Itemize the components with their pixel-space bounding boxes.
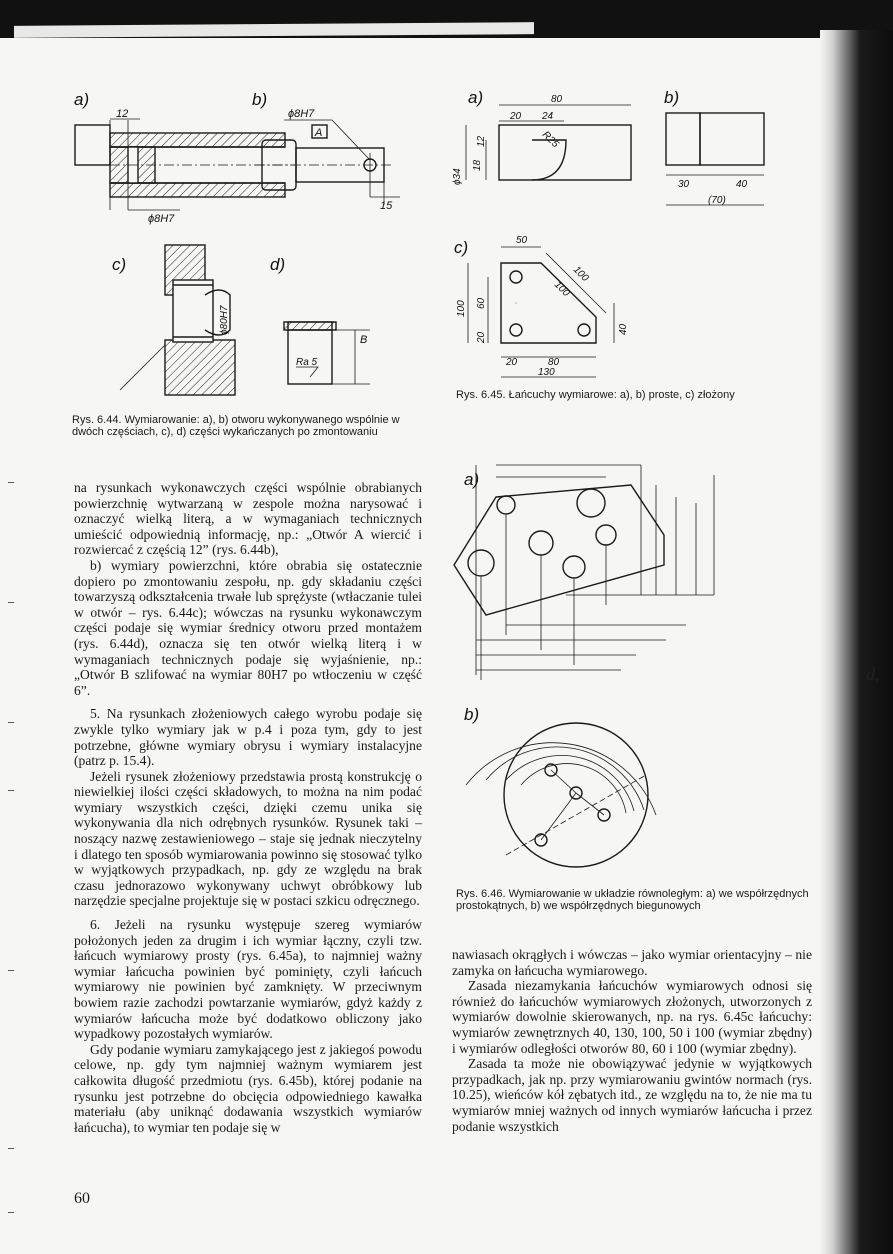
fig645-dim-70: (70) — [708, 195, 726, 206]
margin-mark — [8, 970, 14, 971]
right-par-1: nawiasach okrągłych i wówczas – jako wymiar orientacyjny – nie zamyka on łańcucha wymiarowego. — [452, 947, 812, 978]
fig645-dim-40: 40 — [736, 179, 748, 190]
fig645-dim-130: 130 — [538, 367, 555, 378]
right-column — [452, 947, 812, 1134]
fig646-label-b: b) — [464, 705, 480, 724]
fig645-dim-20: 20 — [510, 111, 522, 122]
fig644-dim-fit-b: ϕ8H7 — [288, 108, 315, 120]
right-par-2: Zasada niezamykania łańcuchów wymiarowych odnosi się również do łańcuchów wymiarowych złożonych, utworzonych z wymiarów dowolnie skierowanych, np. na rys. 6.45c łańcuchy: wymiarów zewnętrznych 40, 130, 100, 50 i 100 (wymiar zbędny) i wymiarów odległości otworów 80, 60 i 100 (wymiar zbędny). — [452, 978, 812, 1056]
fig645-label-a: a) — [468, 88, 484, 107]
fig645-dim-50: 50 — [516, 235, 528, 246]
margin-mark — [8, 722, 14, 723]
fig644-dim-12: 12 — [116, 108, 129, 120]
fig644-datum-a: A — [315, 127, 323, 139]
fig646-caption: Rys. 6.46. Wymiarowanie w układzie równoległym: a) we współrzędnych prostokątnych, b) we współrzędnych biegunowych — [456, 888, 809, 912]
fig645-label-b: b) — [664, 88, 680, 107]
fig645-dim-30: 30 — [678, 179, 690, 190]
fig644-dim-b: B — [360, 334, 368, 346]
adjacent-page-label: d, — [866, 664, 880, 684]
margin-mark — [8, 1212, 14, 1213]
fig645-dim-r25: R25 — [539, 129, 561, 151]
fig645-dim-18: 18 — [472, 159, 483, 171]
figure-6-45 — [446, 85, 781, 390]
left-par-5: 6. Jeżeli na rysunku występuje szereg wymiarów położonych jeden za drugim i ich wymiar łączny, czyli tzw. łańcuch wymiarowy prosty (rys. 6.45a), to najmniej ważny wymiar łańcucha powinien być pominięty, czyli łańcuch wymiarowy nie powinien być zamknięty. W przeciwnym bowiem razie zachodzi powtarzanie wymiarów, gdyż każdy z wymiarów łańcucha może być dodatkowo obliczony jako wypadkowy pozostałych wymiarów. — [74, 917, 422, 1042]
fig644-label-b: b) — [252, 90, 268, 109]
fig645-label-c: c) — [454, 238, 469, 257]
left-column — [74, 480, 422, 1135]
fig645-dim-40: 40 — [618, 323, 629, 335]
left-par-2: b) wymiary powierzchni, które obrabia się ostatecznie dopiero po zmontowaniu zespołu, np. gdy składaniu części towarzyszą odkształcenia trwałe lub sprężyste (wtłaczanie tulei w otwór – rys. 6.44c); wówczas na rysunku wykonawczym części podaje się wymiar średnicy otworu przed montażem (rys. 6.44d), oznacza się ten otwór wielką literą i w wymaganiach technicznych podaje się wyjaśnienie, np.: „Otwór B szlifować na wymiar 80H7 po wtłoczeniu w część 6”. — [74, 557, 422, 698]
left-par-6: Gdy podanie wymiaru zamykającego jest z jakiegoś powodu celowe, np. gdy tym najmniej ważnym wymiarem jest całkowita długość przedmiotu (rys. 6.45b), której podanie na rysunku jest potrzebne do obcięcia odpowiedniego kawałka materiału (aby uniknąć dodawania wszystkich wymiarów łańcucha), to wymiar ten podaje się w — [74, 1041, 422, 1135]
fig644-label-d: d) — [270, 255, 286, 274]
figure-6-44 — [70, 85, 450, 410]
fig645-dim-80-bottom: 80 — [548, 357, 560, 368]
margin-mark — [8, 1148, 14, 1149]
fig645-dim-12: 12 — [476, 135, 487, 147]
fig644-label-c: c) — [112, 255, 127, 274]
fig644-dim-fit-c: ϕ80H7 — [219, 305, 230, 335]
left-par-1: na rysunkach wykonawczych części wspólnie obrabianych powierzchnię wytwarzaną w zespole można narysować i oznaczyć wielką literą, a w wymaganiach technicznych umieścić odpowiednią informację, np.: „Otwór A wiercić i rozwiercać z częścią 12” (rys. 6.44b), — [74, 480, 422, 558]
fig644-dim-fit-a: ϕ8H7 — [148, 213, 175, 225]
right-par-3: Zasada ta może nie obowiązywać jedynie w wyjątkowych przypadkach, jak np. przy wymiarowaniu gwintów normach (rys. 10.25), wieńców kół zębatych itd., ze względu na to, że nie ma tu wymiarów mniej ważnych od innych wymiarów łańcucha i przez podanie wszystkich — [452, 1056, 812, 1134]
fig645-dim-60: 60 — [476, 297, 487, 309]
figure-6-46 — [446, 455, 826, 885]
fig645-dim-80: 80 — [551, 94, 563, 105]
fig645-dim-24: 24 — [542, 111, 554, 122]
fig645-dim-100-diag: 100 — [551, 279, 572, 299]
scan-right-edge-shadow — [820, 30, 893, 1254]
fig644-label-a: a) — [74, 90, 90, 109]
margin-mark — [8, 602, 14, 603]
fig645-caption: Rys. 6.45. Łańcuchy wymiarowe: a), b) proste, c) złożony — [456, 389, 735, 401]
left-par-4: Jeżeli rysunek złożeniowy przedstawia prostą konstrukcję o niewielkiej ilości części składowych, to można na nim podać wymiary wszystkich części, dzięki czemu unika się wykonywania dla nich odrębnych rysunków. Rysunek taki – noszący nazwę zestawieniowego – staje się jednak nieczytelny i dlatego ten sposób wymiarowania powinno się stosować tylko w wyjątkowych przypadkach, np. gdy ze względu na brak czasu jednorazowo wykonywany uchwyt obróbkowy lub narzędzie specjalne projektuje się w postaci szkicu odręcznego. — [74, 768, 422, 909]
fig644-roughness: Ra 5 — [296, 357, 318, 368]
margin-mark — [8, 790, 14, 791]
left-par-3: 5. Na rysunkach złożeniowych całego wyrobu podaje się zwykle tylko wymiary jak w p.4 i poza tym, gdy to jest potrzebne, główne wymiary obrysu i wymiary instalacyjne (patrz p. 15.4). — [74, 706, 422, 769]
fig645-dim-100-top: 100 — [570, 264, 591, 284]
fig644-dim-15: 15 — [380, 200, 393, 212]
fig645-dim-100-left: 100 — [456, 300, 467, 317]
fig645-dim-phi34: ϕ34 — [452, 168, 463, 185]
fig645-dim-20-bottom: 20 — [506, 357, 518, 368]
fig644-caption: Rys. 6.44. Wymiarowanie: a), b) otworu wykonywanego wspólnie w dwóch częściach, c), d) części wykańczanych po zmontowaniu — [72, 414, 400, 438]
fig646-label-a: a) — [464, 470, 480, 489]
margin-mark — [8, 482, 14, 483]
page-number: 60 — [74, 1190, 90, 1207]
fig645-dim-20-left: 20 — [476, 331, 487, 343]
